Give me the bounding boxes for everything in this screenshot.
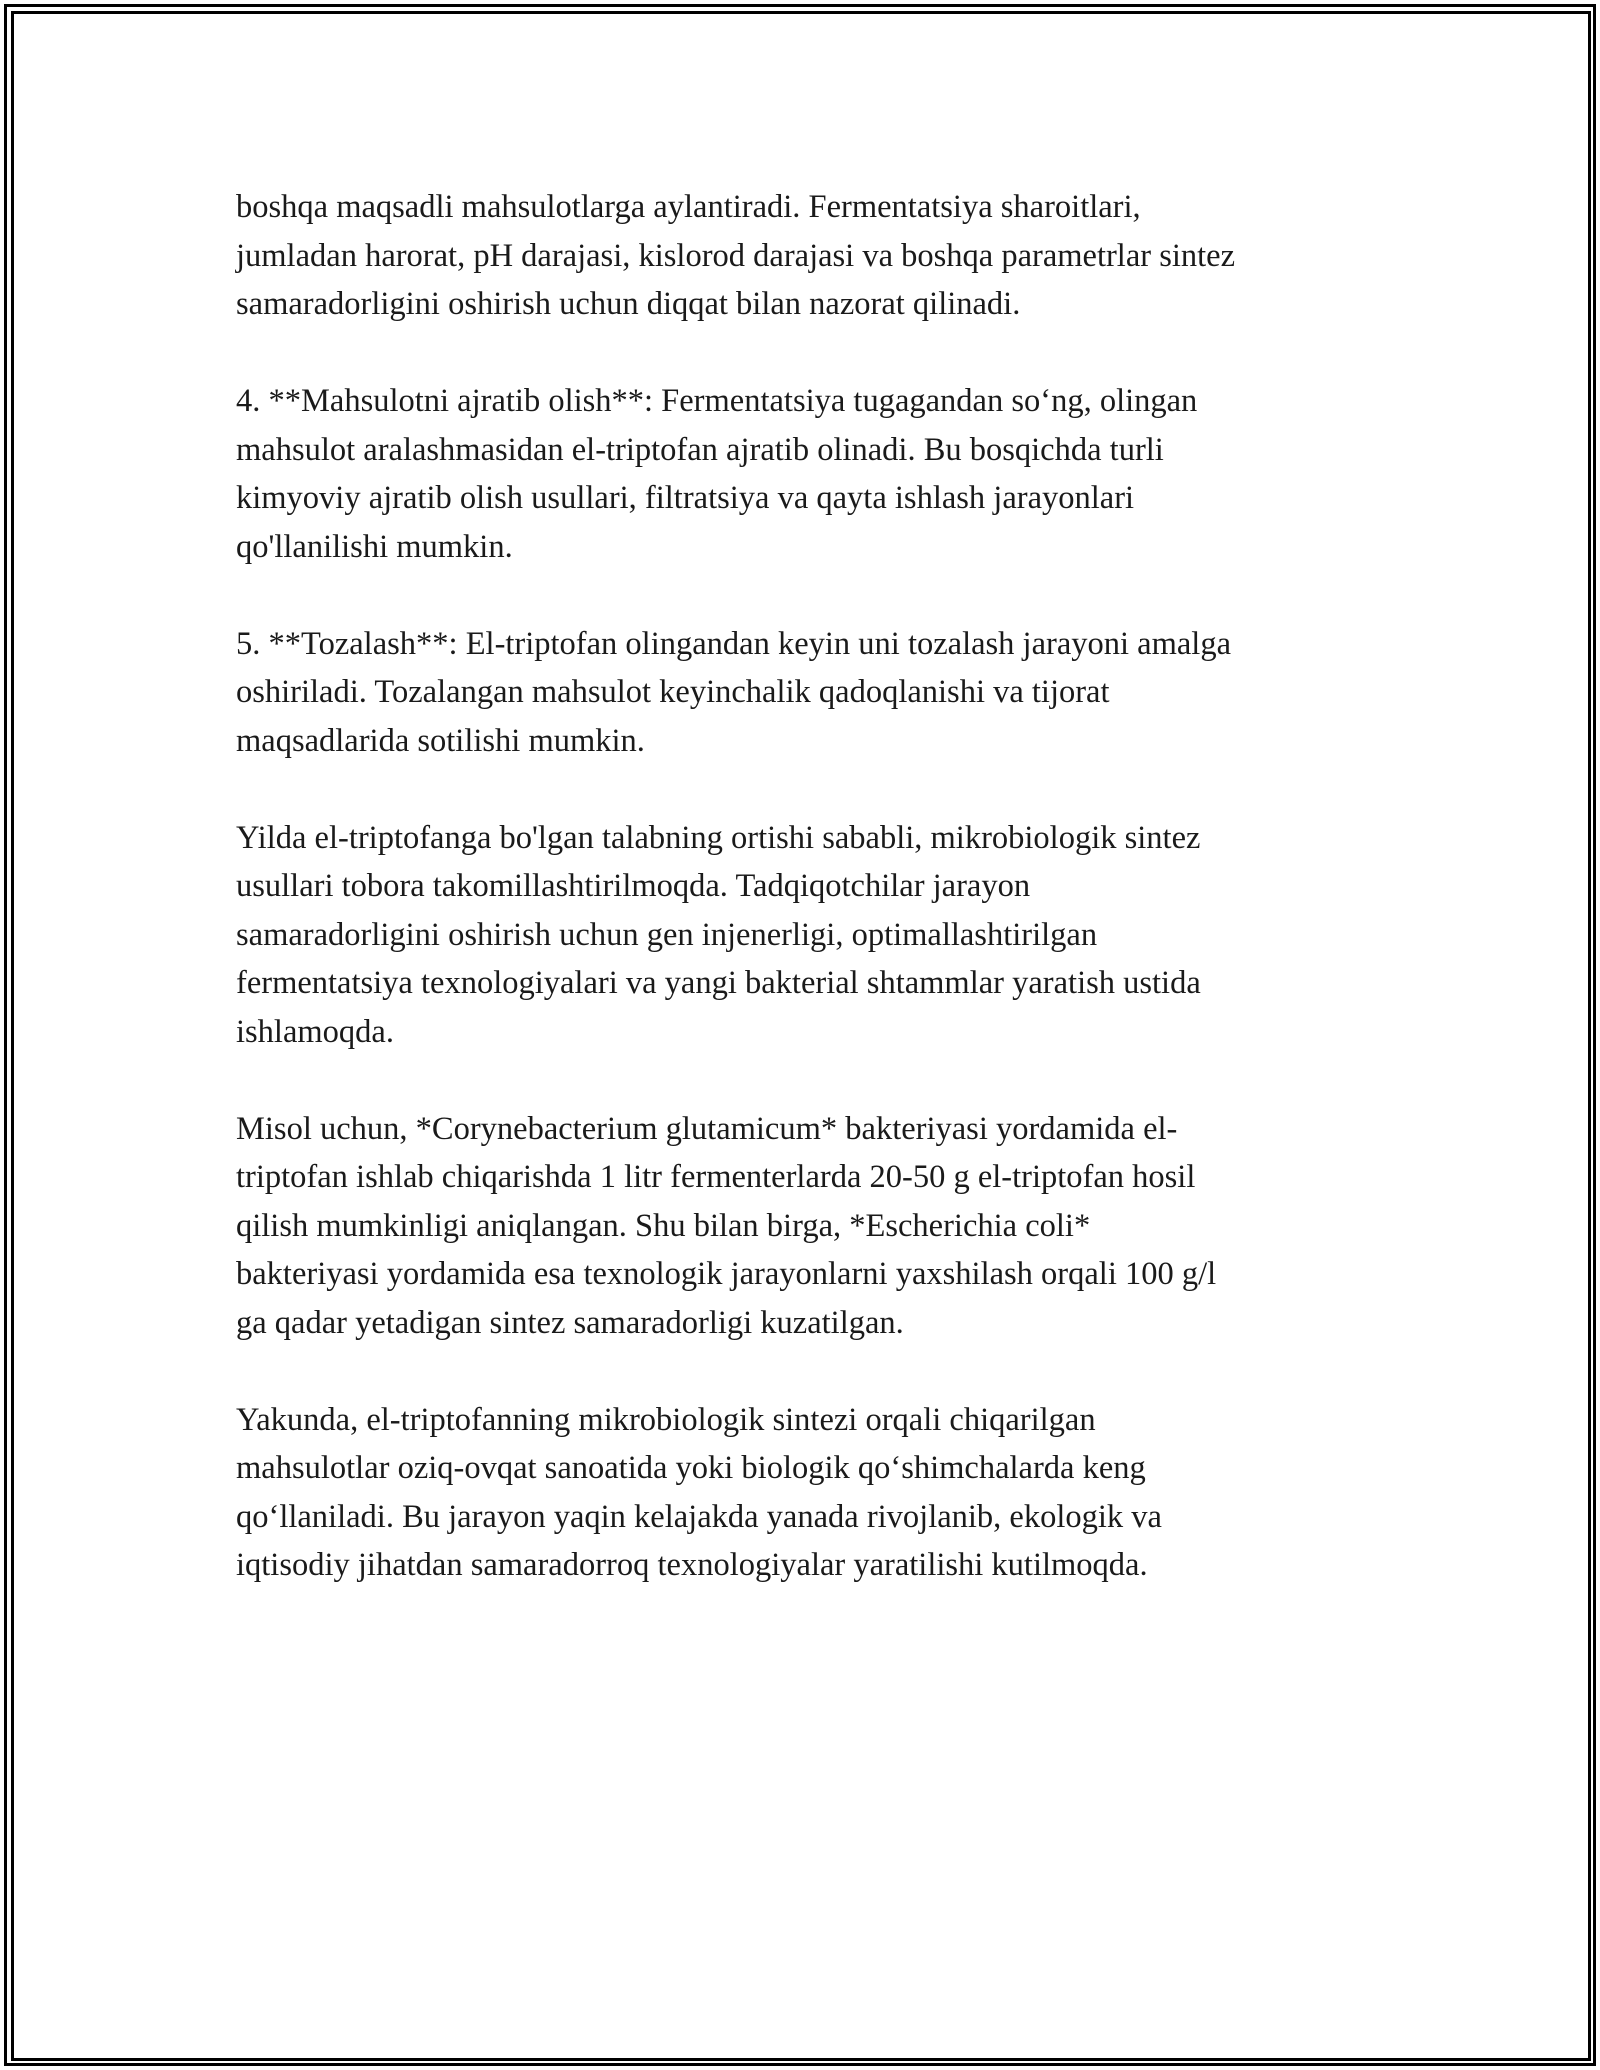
text-line: 5. **Tozalash**: El-triptofan olingandan keyin uni tozalash jarayoni amalga [236, 625, 1231, 662]
text-line: maqsadlarida sotilishi mumkin. [236, 722, 645, 759]
text-line: samaradorligini oshirish uchun gen injenerligi, optimallashtirilgan [236, 916, 1098, 953]
text-line: bakteriyasi yordamida esa texnologik jarayonlarni yaxshilash orqali 100 g/l [236, 1256, 1217, 1292]
text-line: oshiriladi. Tozalangan mahsulot keyinchalik qadoqlanishi va tijorat [236, 674, 1110, 710]
text-line: Yilda el-triptofanga bo'lgan talabning ortishi sababli, mikrobiologik sintez [236, 819, 1201, 856]
text-line: qo‘llaniladi. Bu jarayon yaqin kelajakda yanada rivojlanib, ekologik va [236, 1498, 1162, 1535]
text-line: usullari tobora takomillashtirilmoqda. Tadqiqotchilar jarayon [236, 868, 1031, 904]
paragraph-step-5-purification [236, 620, 1376, 766]
text-line: mahsulotlar oziq-ovqat sanoatida yoki biologik qo‘shimchalarda keng [236, 1450, 1146, 1486]
paragraph-demand-growth [236, 814, 1376, 1057]
text-line: triptofan ishlab chiqarishda 1 litr fermenterlarda 20-50 g el-triptofan hosil [236, 1159, 1196, 1195]
paragraph-conclusion [236, 1396, 1376, 1590]
text-line: 4. **Mahsulotni ajratib olish**: Fermentatsiya tugagandan so‘ng, olingan [236, 383, 1198, 419]
text-line: qilish mumkinligi aniqlangan. Shu bilan birga, *Escherichia coli* [236, 1207, 1091, 1244]
text-line: kimyoviy ajratib olish usullari, filtratsiya va qayta ishlash jarayonlari [236, 480, 1135, 516]
paragraph-example-bacteria [236, 1105, 1376, 1348]
text-line: jumladan harorat, pH darajasi, kislorod darajasi va boshqa parametrlar sintez [236, 237, 1236, 274]
paragraph-step-4-extraction [236, 377, 1376, 571]
text-line: iqtisodiy jihatdan samaradorroq texnologiyalar yaratilishi kutilmoqda. [236, 1547, 1148, 1583]
text-line: samaradorligini oshirish uchun diqqat bilan nazorat qilinadi. [236, 286, 1021, 322]
text-line: fermentatsiya texnologiyalari va yangi bakterial shtammlar yaratish ustida [236, 965, 1201, 1001]
text-line: ishlamoqda. [236, 1013, 394, 1050]
paragraph-fermentation-conditions [236, 183, 1376, 329]
text-line: boshqa maqsadli mahsulotlarga aylantiradi. Fermentatsiya sharoitlari, [236, 189, 1141, 225]
text-line: Misol uchun, *Corynebacterium glutamicum* bakteriyasi yordamida el- [236, 1110, 1178, 1147]
text-line: ga qadar yetadigan sintez samaradorligi kuzatilgan. [236, 1304, 904, 1341]
document-body [236, 183, 1376, 1638]
text-line: qo'llanilishi mumkin. [236, 528, 513, 565]
text-line: mahsulot aralashmasidan el-triptofan ajratib olinadi. Bu bosqichda turli [236, 431, 1164, 468]
text-line: Yakunda, el-triptofanning mikrobiologik sintezi orqali chiqarilgan [236, 1401, 1096, 1438]
